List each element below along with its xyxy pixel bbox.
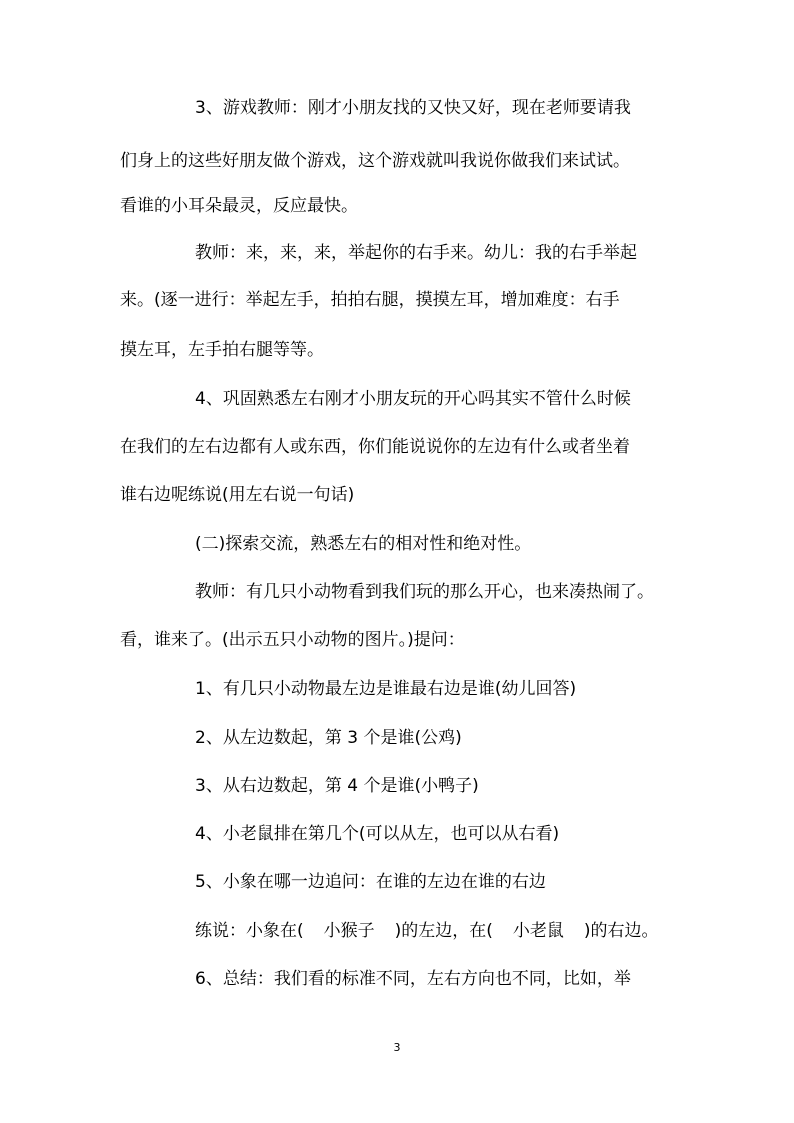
practice-sentence: [0, 916, 794, 946]
question-5: 5、小象在哪一边追问：在谁的左边在谁的右边: [195, 872, 546, 892]
paragraph-3-line-1: 4、巩固熟悉左右刚才小朋友玩的开心吗其实不管什么时候: [195, 389, 631, 409]
paragraph-2-line-2: 来。(逐一进行：举起左手，拍拍右腿，摸摸左耳，增加难度：右手: [120, 290, 620, 310]
question-4: 4、小老鼠排在第几个(可以从左，也可以从右看): [195, 824, 560, 844]
section-heading: (二)探索交流，熟悉左右的相对性和绝对性。: [195, 534, 532, 554]
paragraph-1-line-1: 3、游戏教师：刚才小朋友找的又快又好，现在老师要请我: [195, 98, 631, 118]
paragraph-5-line-2: 看，谁来了。(出示五只小动物的图片。)提问：: [120, 630, 465, 650]
practice-blank-2: 小老鼠: [512, 921, 564, 941]
paragraph-3-line-2: 在我们的左右边都有人或东西，你们能说说你的左边有什么或者坐着: [120, 437, 630, 457]
summary-line: 6、总结：我们看的标准不同，左右方向也不同，比如，举: [195, 969, 631, 989]
practice-suffix: )的右边。: [583, 921, 659, 941]
practice-middle: )的左边，在(: [394, 921, 493, 941]
question-3: 3、从右边数起，第 4 个是谁(小鸭子): [195, 776, 479, 796]
page-number: 3: [393, 1041, 401, 1054]
practice-blank-1: 小猴子: [323, 921, 375, 941]
paragraph-1-line-2: 们身上的这些好朋友做个游戏，这个游戏就叫我说你做我们来试试。: [120, 151, 630, 171]
practice-prefix: 练说：小象在(: [195, 921, 304, 941]
paragraph-2-line-3: 摸左耳，左手拍右腿等等。: [120, 340, 324, 360]
paragraph-2-line-1: 教师：来，来，来，举起你的右手来。幼儿：我的右手举起: [195, 243, 637, 263]
paragraph-5-line-1: 教师：有几只小动物看到我们玩的那么开心，也来凑热闹了。: [195, 582, 654, 602]
paragraph-3-line-3: 谁右边呢练说(用左右说一句话): [120, 485, 355, 505]
question-1: 1、有几只小动物最左边是谁最右边是谁(幼儿回答): [195, 679, 577, 699]
paragraph-1-line-3: 看谁的小耳朵最灵，反应最快。: [120, 196, 358, 216]
question-2: 2、从左边数起，第 3 个是谁(公鸡): [195, 728, 462, 748]
